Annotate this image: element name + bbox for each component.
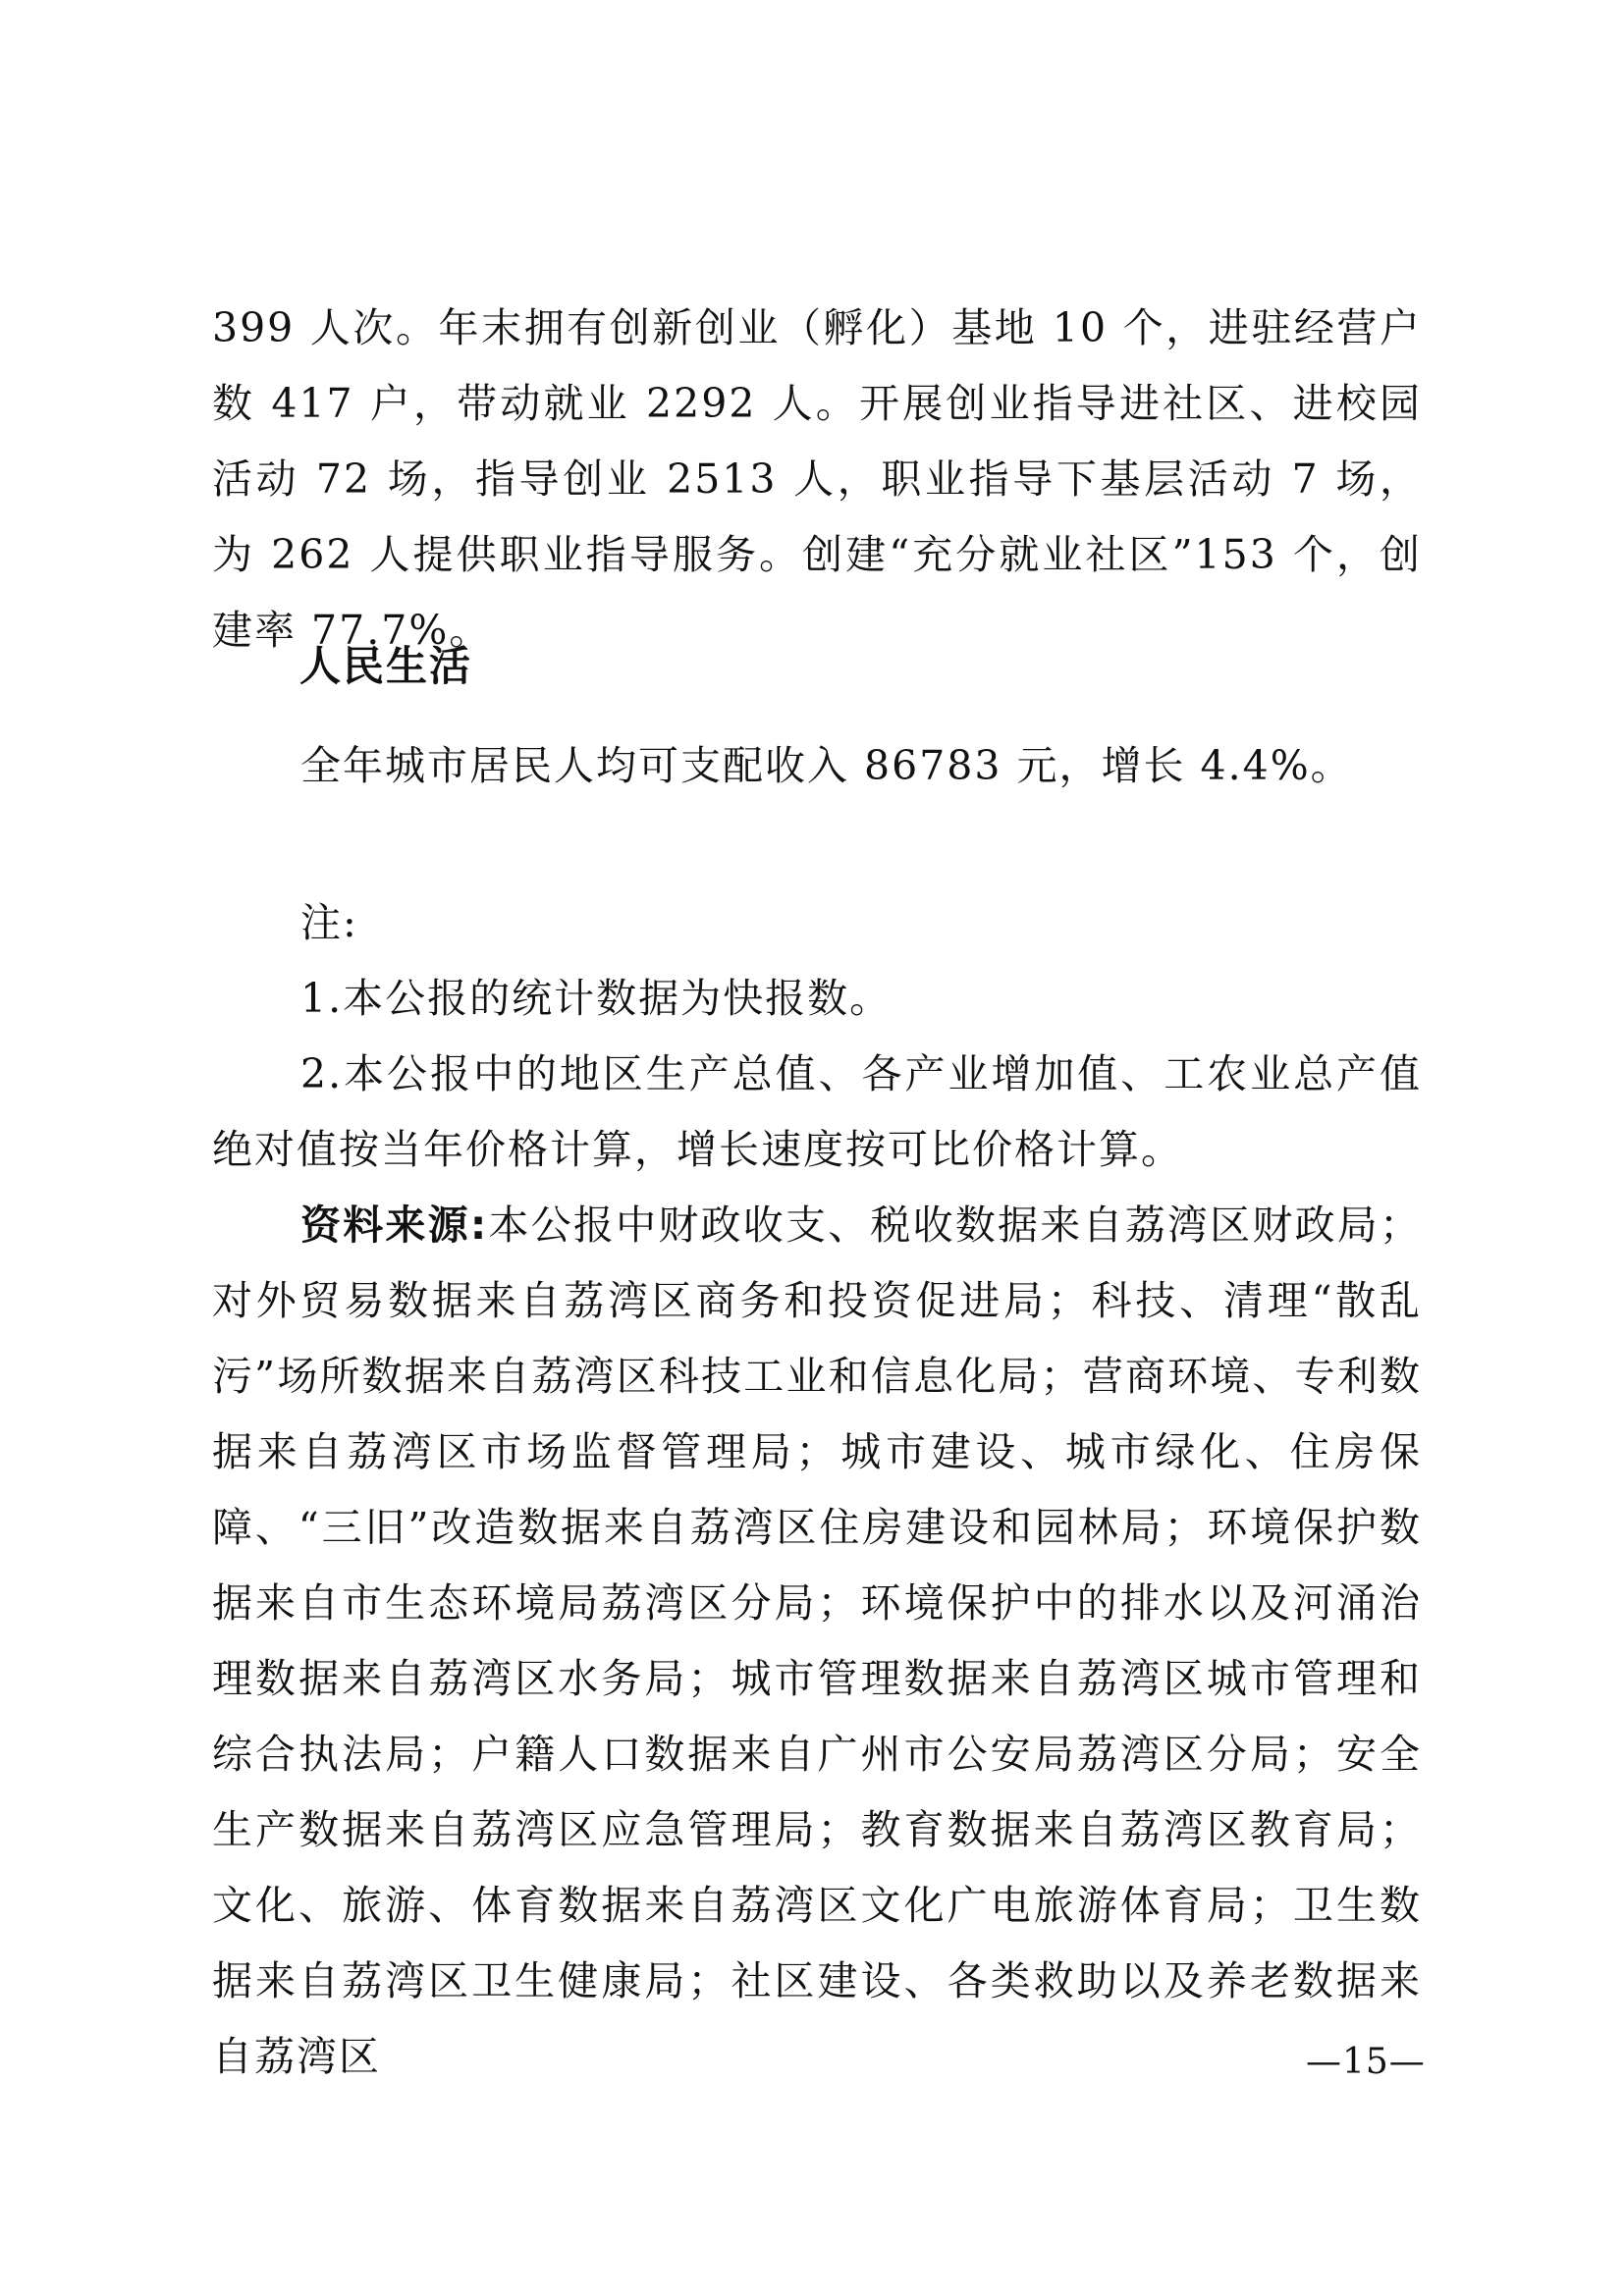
sources-paragraph: [212, 1188, 1422, 2095]
note-1: 1.本公报的统计数据为快报数。: [300, 975, 893, 1022]
note-2: 2.本公报中的地区生产总值、各产业增加值、工农业总产值绝对值按当年价格计算，增长速度按可比价格计算。: [212, 1050, 1422, 1173]
notes-label: 注:: [300, 899, 358, 946]
section-heading: 人民生活: [299, 642, 473, 690]
page-number: —15—: [1306, 2042, 1426, 2082]
income-paragraph: 全年城市居民人均可支配收入 86783 元，增长 4.4%。: [300, 742, 1353, 789]
sources-text: 本公报中财政收支、税收数据来自荔湾区财政局；对外贸易数据来自荔湾区商务和投资促进局；科技、清理“散乱污”场所数据来自荔湾区科技工业和信息化局；营商环境、专利数据来自荔湾区市场监督管理局；城市建设、城市绿化、住房保障、“三旧”改造数据来自荔湾区住房建设和园林局；环境保护数据来自市生态环境局荔湾区分局；环境保护中的排水以及河涌治理数据来自荔湾区水务局；城市管理数据来自荔湾区城市管理和综合执法局；户籍人口数据来自广州市公安局荔湾区分局；安全生产数据来自荔湾区应急管理局；教育数据来自荔湾区教育局；文化、旅游、体育数据来自荔湾区文化广电旅游体育局；卫生数据来自荔湾区卫生健康局；社区建设、各类救助以及养老数据来自荔湾区: [212, 1201, 1422, 2080]
sources-label: 资料来源:: [300, 1201, 489, 1249]
employment-paragraph: 399 人次。年末拥有创新创业（孵化）基地 10 个，进驻经营户数 417 户，带动就业 2292 人。开展创业指导进社区、进校园活动 72 场，指导创业 2513 人，职业指导下基层活动 7 场，为 262 人提供职业指导服务。创建“充分就业社区”153 个，创建率 77.7%。: [212, 304, 1422, 654]
